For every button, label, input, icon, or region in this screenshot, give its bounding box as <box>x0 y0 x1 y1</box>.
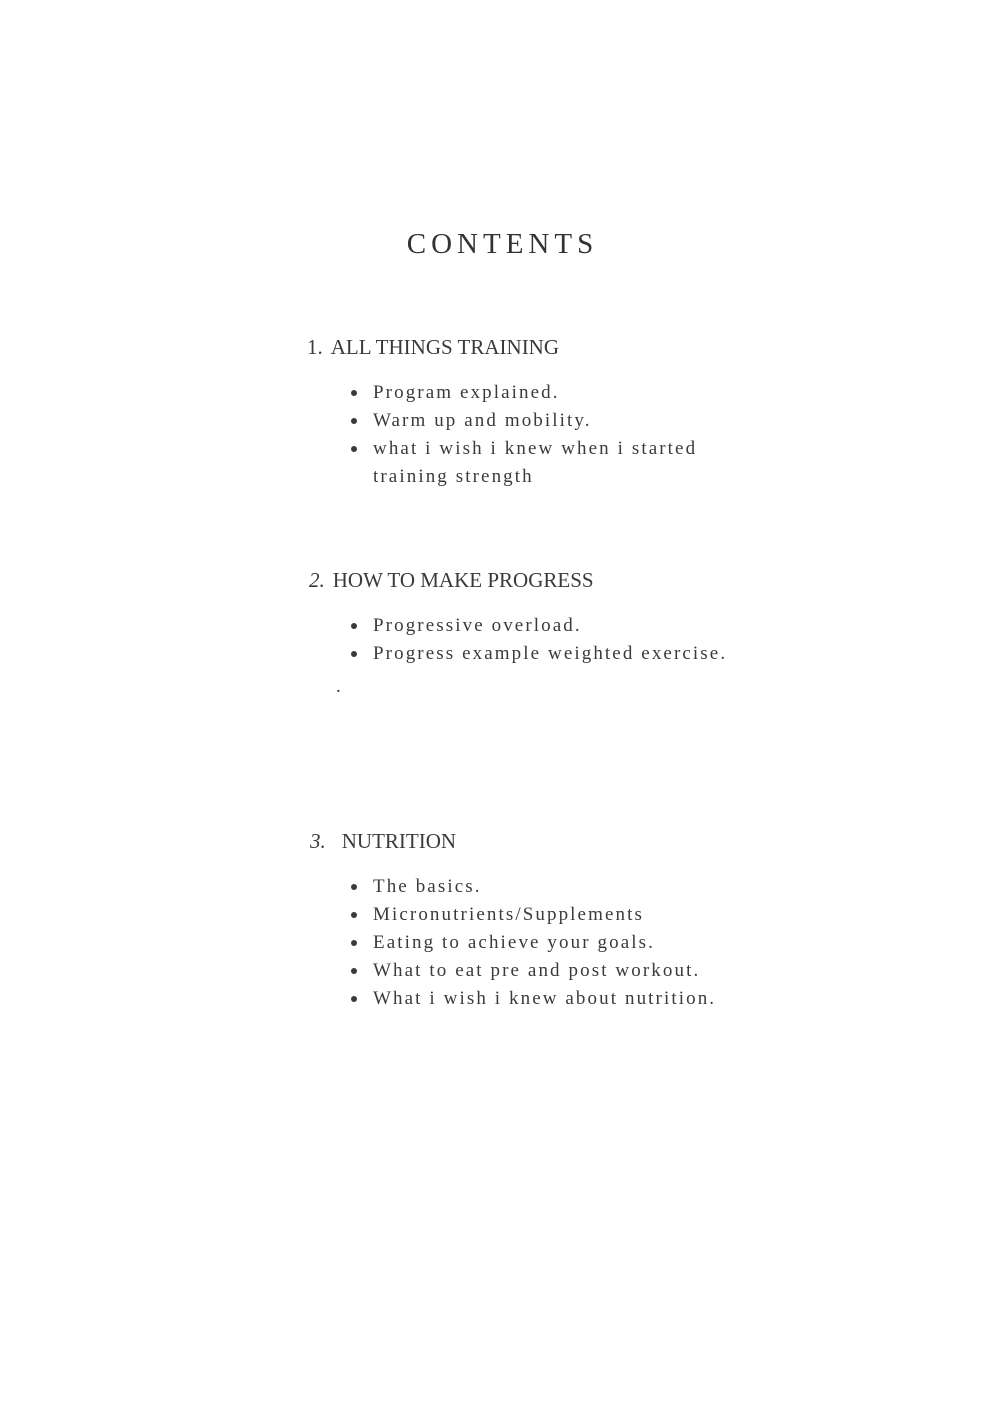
list-item-text: what i wish i knew when i started <box>373 438 698 459</box>
stray-period: . <box>336 676 341 697</box>
section-list-training <box>349 379 697 491</box>
list-item <box>349 407 697 435</box>
section-title: NUTRITION <box>341 829 457 853</box>
section-title: ALL THINGS TRAINING <box>330 335 560 359</box>
bullet-icon <box>351 940 357 946</box>
section-list-progress <box>349 612 727 668</box>
bullet-icon <box>351 623 357 629</box>
list-item <box>349 901 716 929</box>
bullet-icon <box>351 418 357 424</box>
section-number: 2. <box>309 568 325 592</box>
bullet-icon <box>351 884 357 890</box>
bullet-icon <box>351 968 357 974</box>
list-item-text: Progress example weighted exercise. <box>373 643 728 664</box>
bullet-icon <box>351 651 357 657</box>
list-item-text: Program explained. <box>373 382 560 403</box>
list-item <box>349 435 697 463</box>
list-item <box>349 957 716 985</box>
list-item-continuation <box>349 463 697 491</box>
list-item <box>349 379 697 407</box>
list-item <box>349 873 716 901</box>
section-number: 3. <box>310 829 326 853</box>
section-number: 1. <box>307 335 323 359</box>
section-title: HOW TO MAKE PROGRESS <box>332 568 594 592</box>
list-item-text: What i wish i knew about nutrition. <box>373 988 717 1009</box>
list-item-text: Eating to achieve your goals. <box>373 932 655 953</box>
list-item-text: Warm up and mobility. <box>373 410 592 431</box>
bullet-icon <box>351 912 357 918</box>
list-item-text: What to eat pre and post workout. <box>373 960 701 981</box>
section-heading-training <box>307 335 559 360</box>
list-item <box>349 612 727 640</box>
list-item-text: Progressive overload. <box>373 615 582 636</box>
section-heading-progress <box>309 568 594 593</box>
list-item <box>349 929 716 957</box>
list-item <box>349 985 716 1013</box>
list-item-text: The basics. <box>373 876 482 897</box>
list-item <box>349 640 727 668</box>
list-item-text: Micronutrients/Supplements <box>373 904 644 925</box>
bullet-icon <box>351 996 357 1002</box>
page-title: CONTENTS <box>406 228 599 260</box>
bullet-icon <box>351 390 357 396</box>
list-item-text: training strength <box>373 466 534 487</box>
bullet-icon <box>351 446 357 452</box>
section-list-nutrition <box>349 873 716 1013</box>
section-heading-nutrition <box>310 829 456 854</box>
